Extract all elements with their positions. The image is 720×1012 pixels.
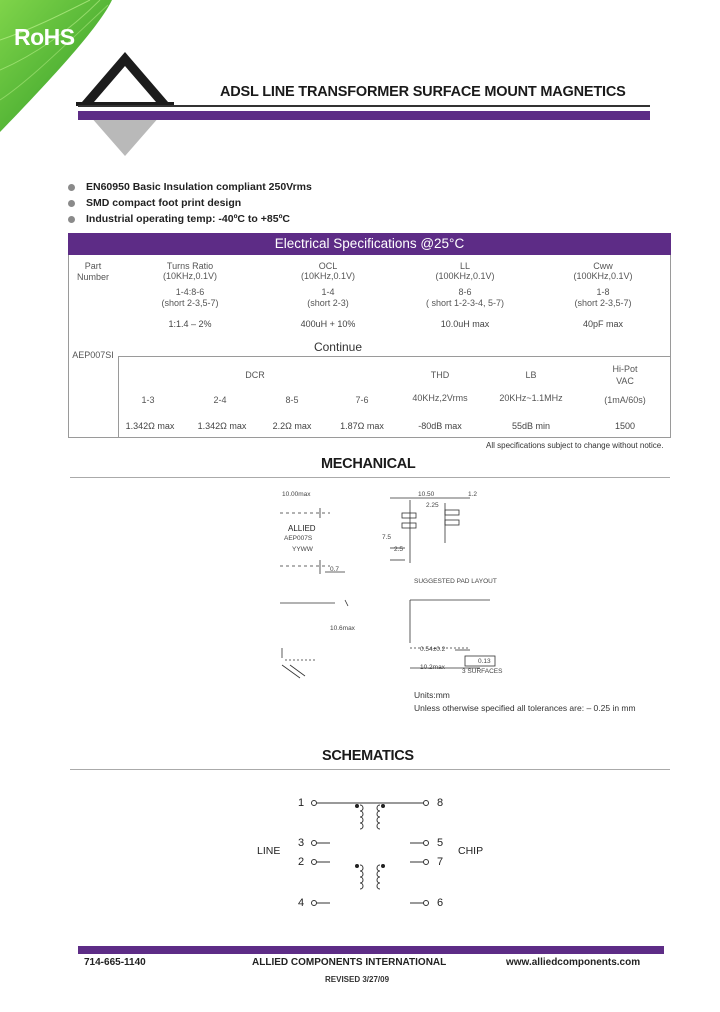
transformer-schematic	[300, 790, 440, 920]
spec-value: 1:1.4 – 2%	[168, 319, 212, 329]
spec-note: All specifications subject to change without notice.	[486, 441, 664, 450]
spec-pins: 1-4	[321, 287, 335, 297]
mechanical-title: MECHANICAL	[321, 456, 416, 472]
dim-label: 10.00max	[282, 491, 311, 498]
feature-item: Industrial operating temp: -40ºC to +85ºC	[68, 213, 290, 225]
pad-layout-label: SUGGESTED PAD LAYOUT	[414, 578, 497, 585]
pin-label: 4	[298, 897, 305, 909]
page-title: ADSL LINE TRANSFORMER SURFACE MOUNT MAGNETICS	[220, 84, 626, 100]
lb-value: 55dB min	[511, 421, 551, 431]
dim-label: 0.13	[478, 658, 491, 665]
lb-header: LB	[525, 370, 537, 380]
spec-condition: (10KHz,0.1V)	[162, 271, 218, 281]
dcr-pins: 7-6	[355, 395, 369, 405]
pin-terminal-icon	[311, 900, 317, 906]
dcr-pins: 8-5	[285, 395, 299, 405]
body-part: AEP007S	[284, 535, 313, 542]
footer-company: ALLIED COMPONENTS INTERNATIONAL	[252, 957, 447, 968]
section-divider	[70, 769, 670, 770]
hipot-condition: (1mA/60s)	[604, 395, 646, 405]
pin-terminal-icon	[423, 859, 429, 865]
spec-pins: 1-8	[596, 287, 610, 297]
footer-website-link[interactable]: www.alliedcomponents.com	[506, 957, 641, 968]
part-label: Part	[84, 261, 102, 271]
allied-logo-icon	[74, 46, 176, 158]
dcr-pins: 1-3	[141, 395, 155, 405]
part-label: Number	[76, 272, 109, 282]
hipot-header: Hi-Pot	[612, 364, 638, 374]
schematics-title: SCHEMATICS	[322, 748, 414, 764]
pin-terminal-icon	[311, 800, 317, 806]
pin-label: 5	[437, 837, 444, 849]
thd-header: THD	[430, 370, 450, 380]
line-side-label: LINE	[257, 845, 281, 857]
pin-label: 3	[298, 837, 305, 849]
pin-label: 7	[437, 856, 444, 868]
pin-terminal-icon	[311, 859, 317, 865]
spec-short: (short 2-3,5-7)	[574, 298, 632, 308]
dim-label: 10.6max	[330, 625, 355, 632]
dim-label: 2.25	[426, 502, 439, 509]
pin-label: 6	[437, 897, 444, 909]
feature-item: EN60950 Basic Insulation compliant 250Vrms	[68, 181, 312, 193]
spec-header: Cww	[593, 261, 613, 271]
chip-side-label: CHIP	[458, 845, 484, 857]
spec-short: ( short 1-2-3-4, 5-7)	[425, 298, 505, 308]
section-divider	[70, 477, 670, 478]
surfaces-label: 3 SURFACES	[462, 668, 503, 675]
spec-short: (short 2-3,5-7)	[161, 298, 219, 308]
body-code: YYWW	[292, 546, 313, 553]
hipot-value: 1500	[614, 421, 636, 431]
footer-accent-band	[78, 946, 664, 954]
dcr-value: 1.342Ω max	[197, 421, 247, 431]
spec-table-title: Electrical Specifications @25°C	[68, 233, 671, 255]
part-number: AEP007SI	[72, 350, 114, 360]
dcr-value: 2.2Ω max	[272, 421, 312, 431]
spec-condition: (10KHz,0.1V)	[300, 271, 356, 281]
tolerance-note: Unless otherwise specified all tolerances are: – 0.25 in mm	[414, 703, 636, 713]
pin-label: 8	[437, 797, 444, 809]
dim-label: 10.50	[418, 491, 435, 498]
pin-terminal-icon	[423, 800, 429, 806]
table-divider	[118, 356, 671, 357]
dcr-header: DCR	[245, 370, 265, 380]
hipot-unit: VAC	[616, 376, 634, 386]
spec-value: 40pF max	[582, 319, 624, 329]
dim-label: 2.5	[394, 546, 404, 553]
spec-short: (short 2-3)	[307, 298, 349, 308]
pin-terminal-icon	[423, 900, 429, 906]
mechanical-drawing	[270, 488, 680, 698]
units-label: Units:mm	[414, 690, 450, 700]
spec-header: Turns Ratio	[166, 261, 214, 271]
spec-header: OCL	[318, 261, 338, 271]
dim-label: 0.7	[330, 566, 340, 573]
spec-value: 400uH + 10%	[300, 319, 356, 329]
spec-condition: (100KHz,0.1V)	[435, 271, 495, 281]
dim-label: 0.54±0.2	[420, 646, 446, 653]
thd-condition: 40KHz,2Vrms	[412, 393, 468, 403]
pin-label: 2	[298, 856, 305, 868]
dim-label: 10.2max	[420, 664, 445, 671]
pin-label: 1	[298, 797, 305, 809]
dcr-value: 1.342Ω max	[125, 421, 175, 431]
feature-item: SMD compact foot print design	[68, 197, 241, 209]
pin-terminal-icon	[311, 840, 317, 846]
pin-terminal-icon	[423, 840, 429, 846]
body-brand: ALLIED	[288, 524, 316, 533]
header-divider	[78, 105, 650, 107]
rohs-badge: RoHS	[14, 24, 75, 50]
thd-value: -80dB max	[418, 421, 462, 431]
footer-phone: 714-665-1140	[84, 957, 146, 968]
spec-condition: (100KHz,0.1V)	[573, 271, 633, 281]
continue-label: Continue	[313, 340, 363, 354]
dcr-pins: 2-4	[213, 395, 227, 405]
lb-condition: 20KHz~1.1MHz	[499, 393, 563, 403]
spec-pins: 8-6	[458, 287, 472, 297]
spec-header: LL	[459, 261, 470, 271]
dim-label: 1.2	[468, 491, 478, 498]
revision-date: REVISED 3/27/09	[325, 975, 390, 984]
spec-value: 10.0uH max	[440, 319, 490, 329]
header-accent-band	[78, 111, 650, 120]
dcr-value: 1.87Ω max	[340, 421, 384, 431]
dim-label: 7.5	[382, 534, 392, 541]
spec-pins: 1-4:8-6	[175, 287, 205, 297]
